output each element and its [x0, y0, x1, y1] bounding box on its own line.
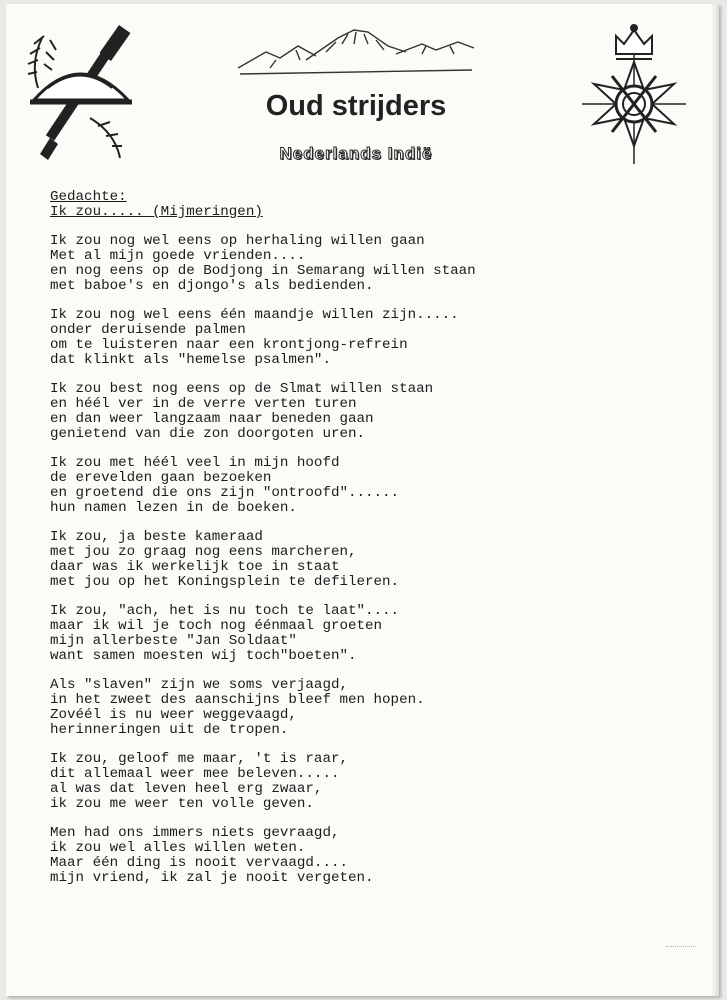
poem-line: Ik zou best nog eens op de Slmat willen staan [50, 381, 434, 398]
poem-line: al was dat leven heel erg zwaar, [50, 780, 323, 797]
page-title: Oud strijders [265, 90, 447, 122]
poem-line: Met al mijn goede vrienden.... [50, 248, 306, 265]
paper-smudge [666, 936, 696, 947]
poem-line: in het zweet des aanschijns bleef men hopen. [50, 692, 425, 709]
poem [50, 190, 610, 885]
poem-line: Ik zou nog wel eens op herhaling willen gaan [50, 233, 425, 250]
poem-line: mijn vriend, ik zal je nooit vergeten. [50, 869, 374, 886]
poem-line: en nog eens op de Bodjong in Semarang willen staan [50, 262, 476, 279]
poem-line: Ik zou nog wel eens één maandje willen zijn..... [50, 307, 459, 324]
document-page [6, 4, 719, 996]
poem-line: ik zou wel alles willen weten. [50, 840, 306, 857]
poem-line: mijn allerbeste "Jan Soldaat" [50, 632, 297, 649]
poem-line: herinneringen uit de tropen. [50, 721, 289, 738]
poem-line: want samen moesten wij toch"boeten". [50, 647, 357, 664]
crowned-star-icon [572, 14, 697, 174]
poem-line: en dan weer langzaam naar beneden gaan [50, 410, 374, 427]
poem-line: dat klinkt als "hemelse psalmen". [50, 351, 331, 368]
stanza-5 [50, 530, 610, 589]
poem-line: Ik zou, ja beste kameraad [50, 529, 263, 546]
poem-heading: Ik zou..... (Mijmeringen) [50, 203, 263, 220]
poem-line: Als "slaven" zijn we soms verjaagd, [50, 677, 348, 694]
stanza-6 [50, 604, 610, 663]
page-subtitle: Nederlands Indië [279, 144, 433, 163]
page-edge-shadow [711, 4, 719, 996]
poem-line: ik zou me weer ten volle geven. [50, 795, 314, 812]
poem-line: hun namen lezen in de boeken. [50, 499, 297, 516]
poem-line: en héél ver in de verre verten turen [50, 396, 357, 413]
poem-line: en groetend die ons zijn "ontroofd"...... [50, 484, 400, 501]
poem-line: Ik zou met héél veel in mijn hoofd [50, 455, 340, 472]
poem-label: Gedachte: [50, 189, 127, 205]
poem-line: maar ik wil je toch nog éénmaal groeten [50, 618, 383, 635]
poem-line: onder deruisende palmen [50, 322, 246, 339]
stanza-7 [50, 678, 610, 737]
helmet-bayonet-icon [20, 18, 140, 168]
poem-line: Ik zou, "ach, het is nu toch te laat".... [50, 603, 400, 620]
poem-line: Ik zou, geloof me maar, 't is raar, [50, 751, 348, 768]
poem-line: Zovéél is nu weer weggevaagd, [50, 706, 297, 723]
poem-line: met baboe's en djongo's als bedienden. [50, 277, 374, 294]
stanza-3 [50, 382, 610, 441]
poem-line: Maar één ding is nooit vervaagd.... [50, 854, 348, 871]
stanza-4 [50, 456, 610, 515]
mountain-range-icon [236, 24, 476, 80]
poem-line: met jou zo graag nog eens marcheren, [50, 544, 357, 561]
poem-line: de erevelden gaan bezoeken [50, 470, 272, 487]
stanza-2 [50, 308, 610, 367]
stanza-8 [50, 752, 610, 811]
poem-line: dit allemaal weer mee beleven..... [50, 766, 340, 783]
poem-line: genietend van die zon doorgoten uren. [50, 425, 366, 442]
stanza-9 [50, 826, 610, 885]
poem-line: met jou op het Koningsplein te defileren. [50, 573, 400, 590]
poem-line: daar was ik werkelijk toe in staat [50, 558, 340, 575]
poem-line: Men had ons immers niets gevraagd, [50, 825, 340, 842]
poem-line: om te luisteren naar een krontjong-refrein [50, 336, 408, 353]
stanza-1 [50, 234, 610, 293]
